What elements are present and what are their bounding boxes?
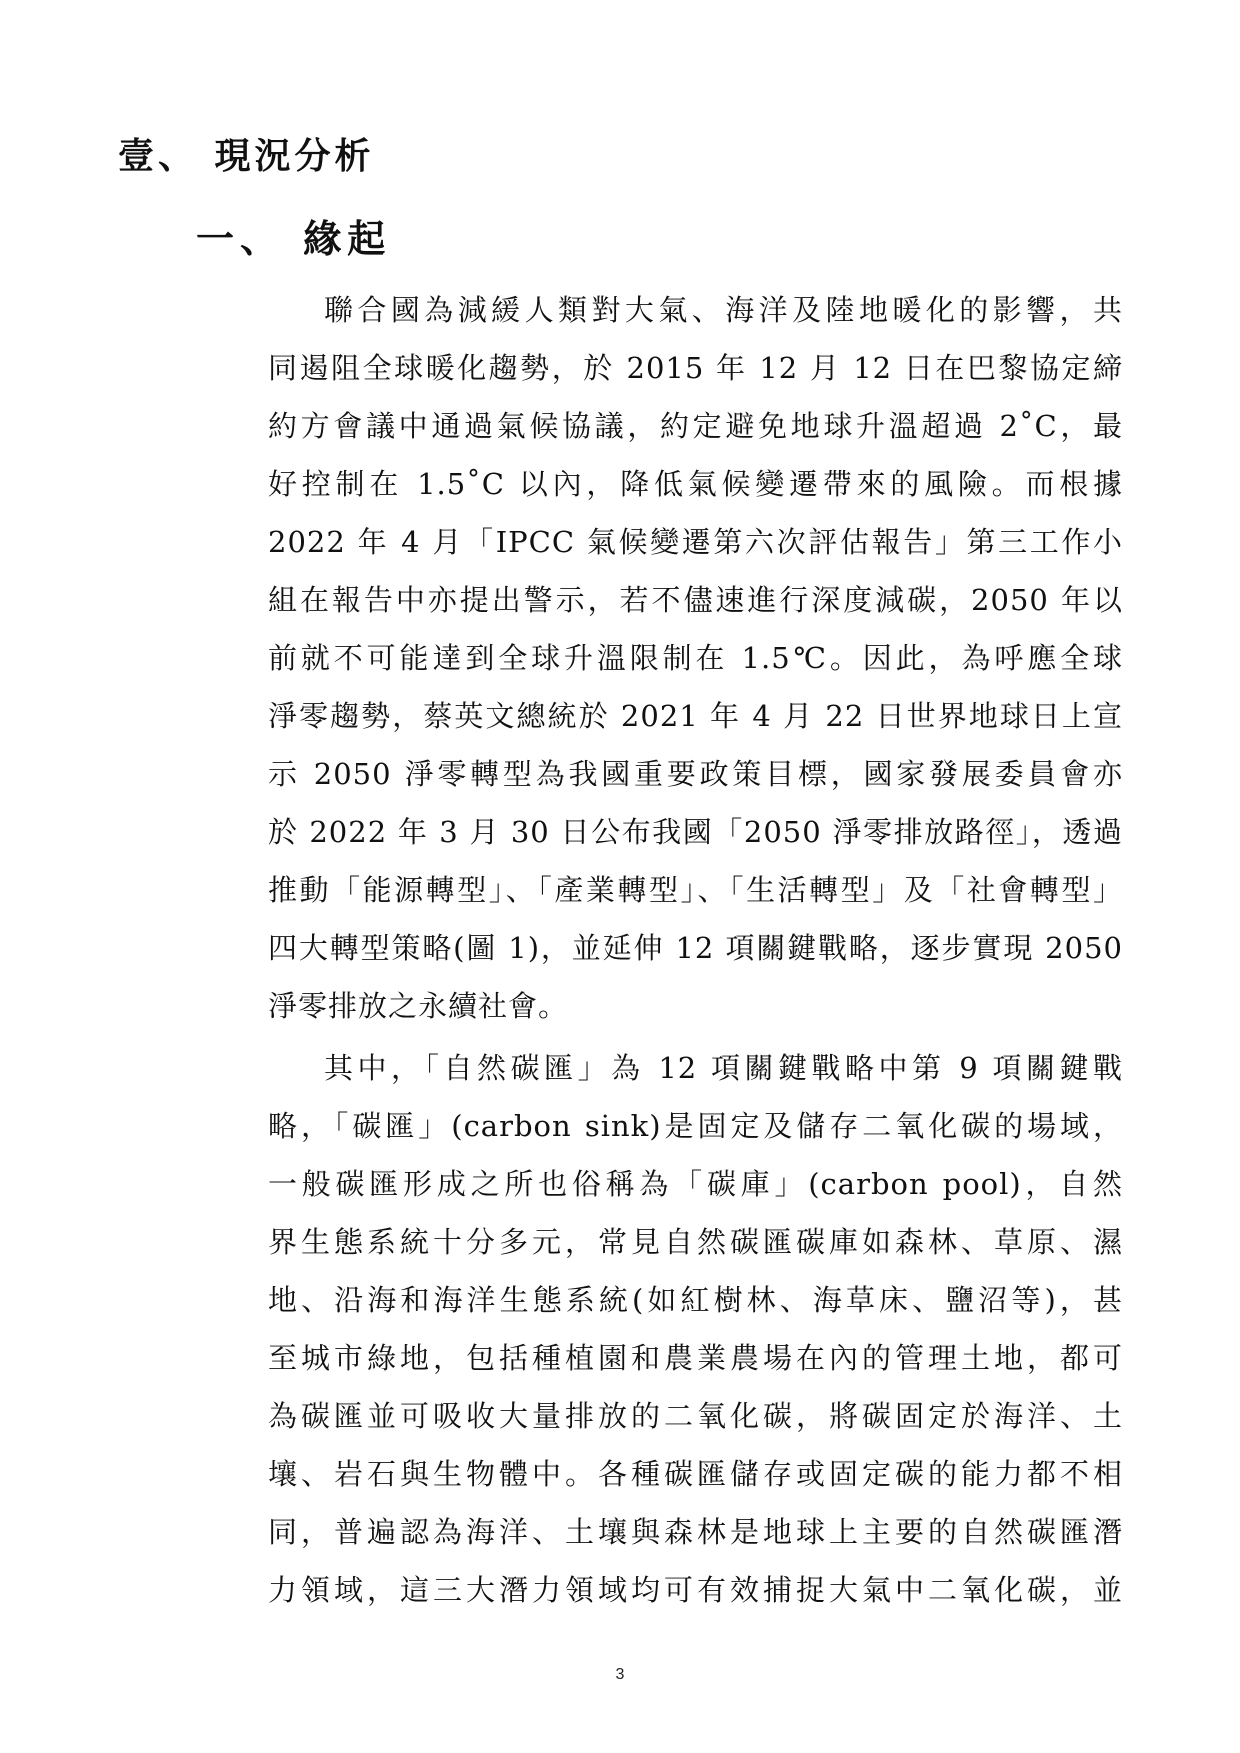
paragraph-line: 約方會議中通過氣候協議，約定避免地球升溫超過 2˚C，最 [268,409,1123,443]
paragraph-line: 至城市綠地，包括種植園和農業農場在內的管理土地，都可 [268,1341,1123,1375]
paragraph-line: 2022 年 4 月「IPCC 氣候變遷第六次評估報告」第三工作小 [268,525,1123,559]
paragraph-line: 其中，「自然碳匯」為 12 項關鍵戰略中第 9 項關鍵戰 [324,1051,1123,1085]
paragraph-origin [268,281,1123,1035]
paragraph-line: 力領域，這三大潛力領域均可有效捕捉大氣中二氧化碳，並 [268,1573,1123,1607]
paragraph-line: 為碳匯並可吸收大量排放的二氧化碳，將碳固定於海洋、土 [268,1399,1123,1433]
paragraph-line: 地、沿海和海洋生態系統(如紅樹林、海草床、鹽沼等)，甚 [268,1283,1123,1317]
paragraph-line: 一般碳匯形成之所也俗稱為「碳庫」(carbon pool)，自然 [268,1167,1123,1201]
subsection-heading: 一、 緣起 [196,217,392,261]
paragraph-line: 壤、岩石與生物體中。各種碳匯儲存或固定碳的能力都不相 [268,1457,1123,1491]
paragraph-line: 前就不可能達到全球升溫限制在 1.5℃。因此，為呼應全球 [268,641,1123,675]
paragraph-line: 示 2050 淨零轉型為我國重要政策目標，國家發展委員會亦 [268,757,1123,791]
paragraph-line: 同，普遍認為海洋、土壤與森林是地球上主要的自然碳匯潛 [268,1515,1123,1549]
paragraph-line: 好控制在 1.5˚C 以內，降低氣候變遷帶來的風險。而根據 [268,467,1123,501]
paragraph-line: 推動「能源轉型」、「產業轉型」、「生活轉型」及「社會轉型」 [268,873,1123,907]
paragraph-line: 聯合國為減緩人類對大氣、海洋及陸地暖化的影響，共 [324,293,1123,327]
paragraph-line: 淨零趨勢，蔡英文總統於 2021 年 4 月 22 日世界地球日上宣 [268,699,1123,733]
paragraph-line: 略，「碳匯」(carbon sink)是固定及儲存二氧化碳的場域， [268,1109,1123,1143]
paragraph-line: 同遏阻全球暖化趨勢，於 2015 年 12 月 12 日在巴黎協定締 [268,351,1123,385]
section-heading: 壹、 現況分析 [118,136,375,177]
paragraph-line: 淨零排放之永續社會。 [268,989,569,1023]
paragraph-line: 四大轉型策略(圖 1)，並延伸 12 項關鍵戰略，逐步實現 2050 [268,931,1123,965]
paragraph-line: 於 2022 年 3 月 30 日公布我國「2050 淨零排放路徑」，透過 [268,815,1123,849]
paragraph-line: 組在報告中亦提出警示，若不儘速進行深度減碳，2050 年以 [268,583,1123,617]
paragraph-carbon-sink [268,1039,1123,1619]
paragraph-line: 界生態系統十分多元，常見自然碳匯碳庫如森林、草原、濕 [268,1225,1123,1259]
page-number: 3 [615,1666,625,1683]
